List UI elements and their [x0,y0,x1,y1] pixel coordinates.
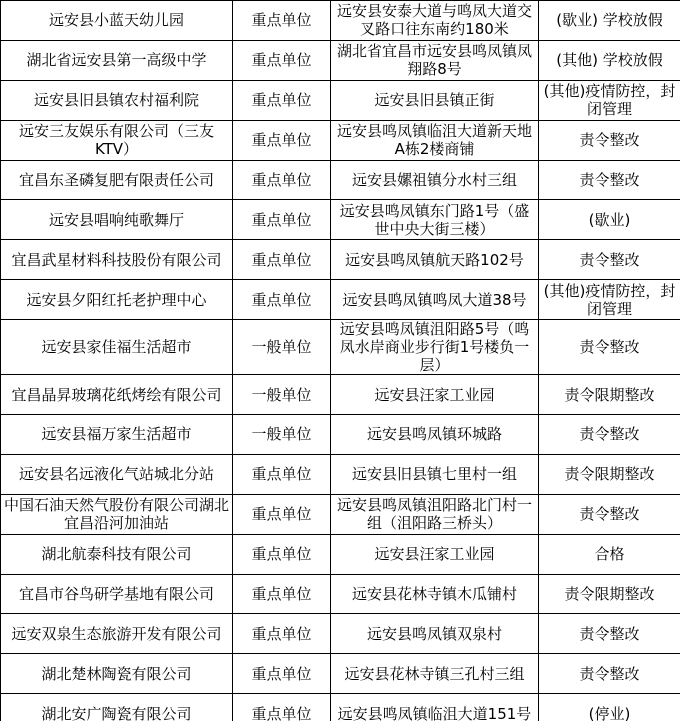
inspection-status-cell: 责令整改 [539,120,680,160]
unit-name-cell: 宜昌武星材料科技股份有限公司 [1,240,233,280]
unit-address-cell: 远安县旧县镇正街 [331,80,539,120]
table-row [1,654,680,694]
unit-category-cell: 重点单位 [233,534,331,574]
unit-category-cell: 重点单位 [233,40,331,80]
unit-address-cell: 远安县鸣凤镇临沮大道151号 [331,694,539,721]
inspection-status-cell: 责令整改 [539,654,680,694]
unit-category-cell: 重点单位 [233,280,331,320]
unit-category-cell: 重点单位 [233,454,331,494]
inspection-status-cell: 合格 [539,534,680,574]
unit-category-cell: 重点单位 [233,494,331,534]
unit-name-cell: 湖北航泰科技有限公司 [1,534,233,574]
unit-category-cell: 一般单位 [233,375,331,415]
inspection-status-cell: 责令限期整改 [539,454,680,494]
unit-category-cell: 重点单位 [233,80,331,120]
unit-address-cell: 远安县鸣凤镇沮阳路北门村一组（沮阳路三桥头） [331,494,539,534]
unit-address-cell: 远安县鸣凤镇临沮大道新天地A栋2楼商铺 [331,120,539,160]
unit-name-cell: 远安三友娱乐有限公司（三友KTV） [1,120,233,160]
inspection-status-cell: (歇业) 学校放假 [539,1,680,41]
unit-category-cell: 重点单位 [233,614,331,654]
inspection-status-cell: (其他)疫情防控，封闭管理 [539,280,680,320]
unit-address-cell: 远安县鸣凤镇鸣凤大道38号 [331,280,539,320]
inspection-status-cell: (歇业) [539,200,680,240]
unit-address-cell: 湖北省宜昌市远安县鸣凤镇凤翔路8号 [331,40,539,80]
unit-category-cell: 重点单位 [233,160,331,200]
inspection-status-cell: 责令整改 [539,614,680,654]
table-row [1,120,680,160]
unit-name-cell: 宜昌晶昇玻璃花纸烤绘有限公司 [1,375,233,415]
unit-address-cell: 远安县嫘祖镇分水村三组 [331,160,539,200]
table-body [1,1,680,721]
unit-name-cell: 远安县家佳福生活超市 [1,320,233,375]
unit-category-cell: 重点单位 [233,120,331,160]
unit-address-cell: 远安县花林寺镇木瓜铺村 [331,574,539,614]
inspection-status-cell: 责令限期整改 [539,375,680,415]
inspection-status-cell: 责令整改 [539,415,680,455]
table-row [1,574,680,614]
unit-name-cell: 湖北安广陶瓷有限公司 [1,694,233,721]
unit-address-cell: 远安县鸣凤镇沮阳路5号（鸣凤水岸商业步行街1号楼负一层） [331,320,539,375]
table-row [1,40,680,80]
inspection-status-cell: (其他)疫情防控，封闭管理 [539,80,680,120]
inspection-status-cell: 责令整改 [539,494,680,534]
inspection-status-cell: 责令整改 [539,240,680,280]
table-row [1,80,680,120]
table-row [1,200,680,240]
unit-address-cell: 远安县鸣凤镇航天路102号 [331,240,539,280]
unit-name-cell: 中国石油天然气股份有限公司湖北宜昌沿河加油站 [1,494,233,534]
unit-category-cell: 重点单位 [233,574,331,614]
unit-address-cell: 远安县鸣凤镇环城路 [331,415,539,455]
unit-name-cell: 远安双泉生态旅游开发有限公司 [1,614,233,654]
unit-address-cell: 远安县鸣凤镇双泉村 [331,614,539,654]
inspection-status-cell: (停业) [539,694,680,721]
unit-address-cell: 远安县汪家工业园 [331,534,539,574]
unit-address-cell: 远安县花林寺镇三孔村三组 [331,654,539,694]
unit-name-cell: 宜昌东圣磷复肥有限责任公司 [1,160,233,200]
table-row [1,1,680,41]
unit-name-cell: 远安县小蓝天幼儿园 [1,1,233,41]
inspection-status-cell: 责令整改 [539,160,680,200]
table-row [1,320,680,375]
unit-category-cell: 重点单位 [233,654,331,694]
table-row [1,375,680,415]
table-row [1,614,680,654]
unit-category-cell: 重点单位 [233,694,331,721]
inspection-status-cell: 责令整改 [539,320,680,375]
table-row [1,415,680,455]
unit-name-cell: 远安县福万家生活超市 [1,415,233,455]
unit-category-cell: 一般单位 [233,415,331,455]
unit-address-cell: 远安县旧县镇七里村一组 [331,454,539,494]
unit-address-cell: 远安县安泰大道与鸣凤大道交叉路口往东南约180米 [331,1,539,41]
unit-category-cell: 重点单位 [233,200,331,240]
unit-name-cell: 湖北楚林陶瓷有限公司 [1,654,233,694]
table-row [1,534,680,574]
table-row [1,280,680,320]
unit-category-cell: 一般单位 [233,320,331,375]
table-row [1,494,680,534]
unit-address-cell: 远安县汪家工业园 [331,375,539,415]
table-row [1,454,680,494]
inspection-status-cell: 责令限期整改 [539,574,680,614]
table-row [1,160,680,200]
unit-name-cell: 远安县唱响纯歌舞厅 [1,200,233,240]
table-row [1,240,680,280]
unit-name-cell: 湖北省远安县第一高级中学 [1,40,233,80]
unit-name-cell: 远安县夕阳红托老护理中心 [1,280,233,320]
table-row [1,694,680,721]
unit-category-cell: 重点单位 [233,1,331,41]
unit-address-cell: 远安县鸣凤镇东门路1号（盛世中央大街三楼） [331,200,539,240]
unit-name-cell: 远安县名远液化气站城北分站 [1,454,233,494]
unit-name-cell: 宜昌市谷鸟研学基地有限公司 [1,574,233,614]
unit-name-cell: 远安县旧县镇农村福利院 [1,80,233,120]
inspection-status-cell: (其他) 学校放假 [539,40,680,80]
unit-category-cell: 重点单位 [233,240,331,280]
